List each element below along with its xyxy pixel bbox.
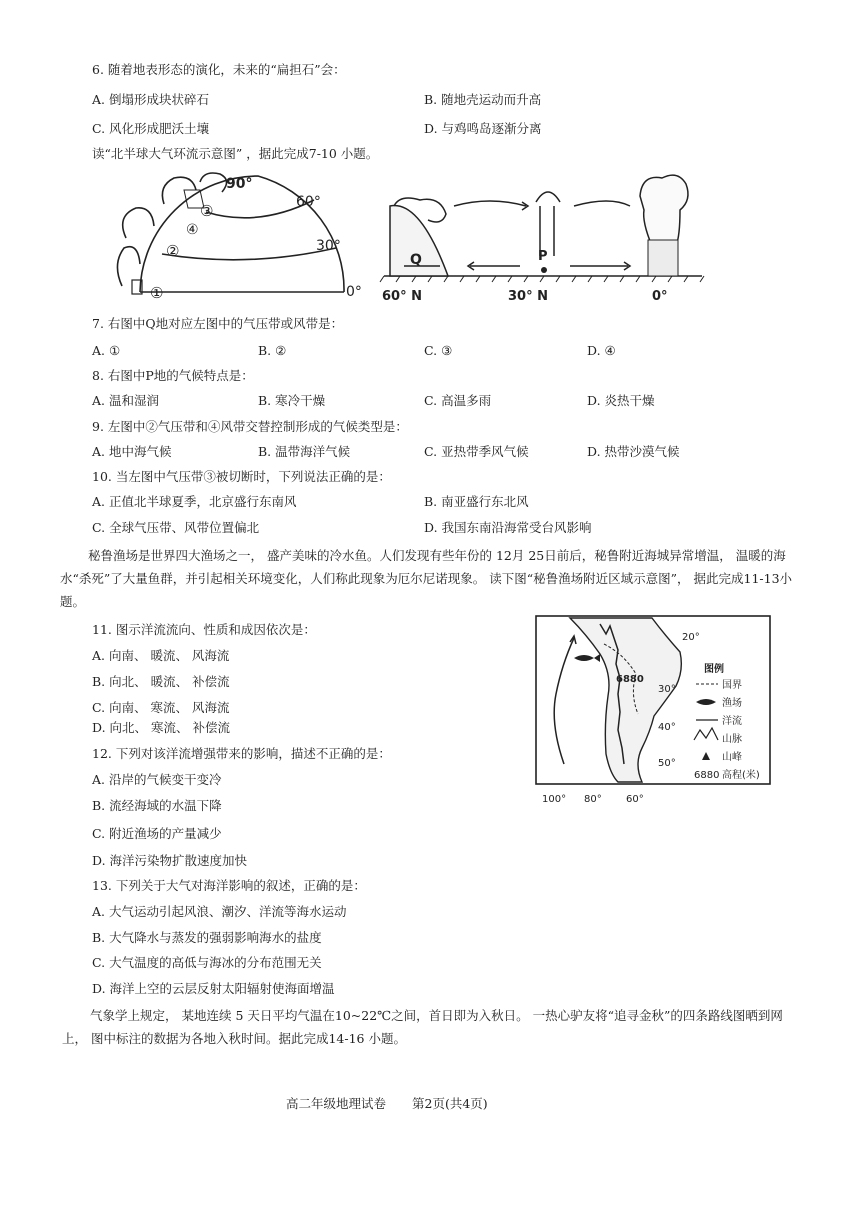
q11-option-d: D. 向北、 寒流、 补偿流: [92, 720, 230, 735]
q7-option-d: D. ④: [587, 343, 616, 358]
marker-4: ④: [186, 222, 199, 238]
map-lat50: 50°: [658, 758, 676, 769]
q11-option-c: C. 向南、 寒流、 风海流: [92, 700, 230, 715]
label-0: 0°: [346, 284, 362, 300]
q13-option-c: C. 大气温度的高低与海冰的分布范围无关: [92, 955, 322, 970]
legend-fishery: 渔场: [722, 698, 742, 709]
q8-option-c: C. 高温多雨: [424, 393, 492, 408]
q13-option-d: D. 海洋上空的云层反射太阳辐射使海面增温: [92, 981, 335, 996]
q7-option-a: A. ①: [92, 343, 121, 358]
intro-14-16: 气象学上规定， 某地连续 5 天日平均气温在10~22℃之间，首日即为入秋日。 一热心驴友将“追寻金秋”的四条路线图晒到网上， 图中标注的数据为各地入秋时间。据此完成14-16 小题。: [62, 1008, 783, 1046]
label-90: 90°: [226, 176, 253, 192]
label-60n: 60° N: [382, 289, 422, 304]
q9-option-d: D. 热带沙漠气候: [587, 444, 680, 459]
legend-elev-value: 6880: [694, 770, 720, 781]
q13-option-a: A. 大气运动引起风浪、潮汐、洋流等海水运动: [92, 904, 347, 919]
q10-stem: 10. 当左图中气压带③被切断时，下列说法正确的是：: [92, 469, 391, 484]
legend-peak-icon: [702, 752, 710, 760]
figure-right-section: [380, 166, 710, 306]
map-lat20: 20°: [682, 632, 700, 643]
legend-mountain-icon: [694, 728, 718, 740]
q10-option-c: C. 全球气压带、风带位置偏北: [92, 520, 260, 535]
legend-fishery-icon: [696, 699, 716, 705]
legend-border: 国界: [722, 680, 742, 691]
marker-3: ③: [200, 202, 214, 220]
label-0deg: 0°: [652, 289, 668, 304]
q10-option-d: D. 我国东南沿海常受台风影响: [424, 520, 592, 535]
q6-option-b: B. 随地壳运动而升高: [424, 92, 542, 107]
map-lat30: 30°: [658, 684, 676, 695]
q11-option-a: A. 向南、 暖流、 风海流: [92, 648, 230, 663]
q12-option-b: B. 流经海域的水温下降: [92, 798, 222, 813]
map-lon100: 100°: [542, 794, 567, 805]
q11-stem: 11. 图示洋流流向、性质和成因依次是：: [92, 622, 316, 637]
label-p: P: [538, 249, 548, 264]
q12-stem: 12. 下列对该洋流增强带来的影响，描述不正确的是：: [92, 746, 391, 761]
q12-option-d: D. 海洋污染物扩散速度加快: [92, 853, 248, 868]
map-lat40: 40°: [658, 722, 676, 733]
q9-option-b: B. 温带海洋气候: [258, 444, 351, 459]
q6-stem: 6. 随着地表形态的演化，未来的“扁担石”会：: [92, 62, 346, 77]
figure-peru-map: [534, 614, 774, 808]
lat30-line: [162, 248, 336, 260]
marker-2: ②: [166, 242, 180, 260]
q8-option-d: D. 炎热干燥: [587, 393, 655, 408]
intro-7-10: 读“北半球大气环流示意图” ，据此完成7-10 小题。: [92, 146, 379, 161]
map-peak-label: 6880: [616, 674, 644, 685]
q13-stem: 13. 下列关于大气对海洋影响的叙述，正确的是：: [92, 878, 366, 893]
current-arrow: [554, 638, 574, 764]
label-q: Q: [410, 252, 422, 268]
footer-page: 第2页(共4页): [412, 1096, 488, 1111]
q9-stem: 9. 左图中②气压带和④风带交替控制形成的气候类型是：: [92, 419, 408, 434]
p-point: [541, 267, 547, 273]
q12-option-a: A. 沿岸的气候变干变冷: [92, 772, 222, 787]
q7-option-c: C. ③: [424, 343, 453, 358]
q6-option-a: A. 倒塌形成块状碎石: [92, 92, 209, 107]
label-30n: 30° N: [508, 289, 548, 304]
q10-option-a: A. 正值北半球夏季，北京盛行东南风: [92, 494, 297, 509]
q7-option-b: B. ②: [258, 343, 287, 358]
fishery-icon: [574, 654, 600, 662]
q12-option-c: C. 附近渔场的产量减少: [92, 826, 222, 841]
figure-left-hemisphere: [108, 168, 362, 308]
legend-current: 洋流: [722, 716, 742, 727]
q11-option-b: B. 向北、 暖流、 补偿流: [92, 674, 230, 689]
map-lon80: 80°: [584, 794, 602, 805]
footer-title: 高二年级地理试卷: [286, 1096, 387, 1111]
q8-option-b: B. 寒冷干燥: [258, 393, 326, 408]
q9-option-c: C. 亚热带季风气候: [424, 444, 529, 459]
q6-option-d: D. 与鸡鸣岛逐渐分离: [424, 121, 542, 136]
intro-11-13: 秘鲁渔场是世界四大渔场之一， 盛产美味的冷水鱼。人们发现有些年份的 12月 25日前后，秘鲁附近海城异常增温， 温暖的海水“杀死”了大量鱼群，并引起相关环境变化，人们称此现象为厄尔尼诺现象。 读下图“秘鲁渔场附近区域示意图”， 据此完成11-13小题。: [60, 548, 793, 609]
q8-option-a: A. 温和湿润: [92, 393, 159, 408]
q7-stem: 7. 右图中Q地对应左图中的气压带或风带是：: [92, 316, 344, 331]
legend-mountain: 山脉: [722, 734, 742, 745]
legend-elev: 高程(米): [722, 770, 760, 781]
marker-1: ①: [150, 284, 164, 302]
equator-cloud-icon: [640, 175, 688, 246]
q13-option-b: B. 大气降水与蒸发的强弱影响海水的盐度: [92, 930, 322, 945]
q8-stem: 8. 右图中P地的气候特点是：: [92, 368, 254, 383]
q6-option-c: C. 风化形成肥沃土壤: [92, 121, 210, 136]
label-60: 60°: [296, 194, 321, 210]
q9-option-a: A. 地中海气候: [92, 444, 172, 459]
map-lon60: 60°: [626, 794, 644, 805]
q10-option-b: B. 南亚盛行东北风: [424, 494, 529, 509]
label-30: 30°: [316, 238, 341, 254]
legend-title: 图例: [704, 664, 724, 675]
legend-peak: 山峰: [722, 752, 742, 763]
